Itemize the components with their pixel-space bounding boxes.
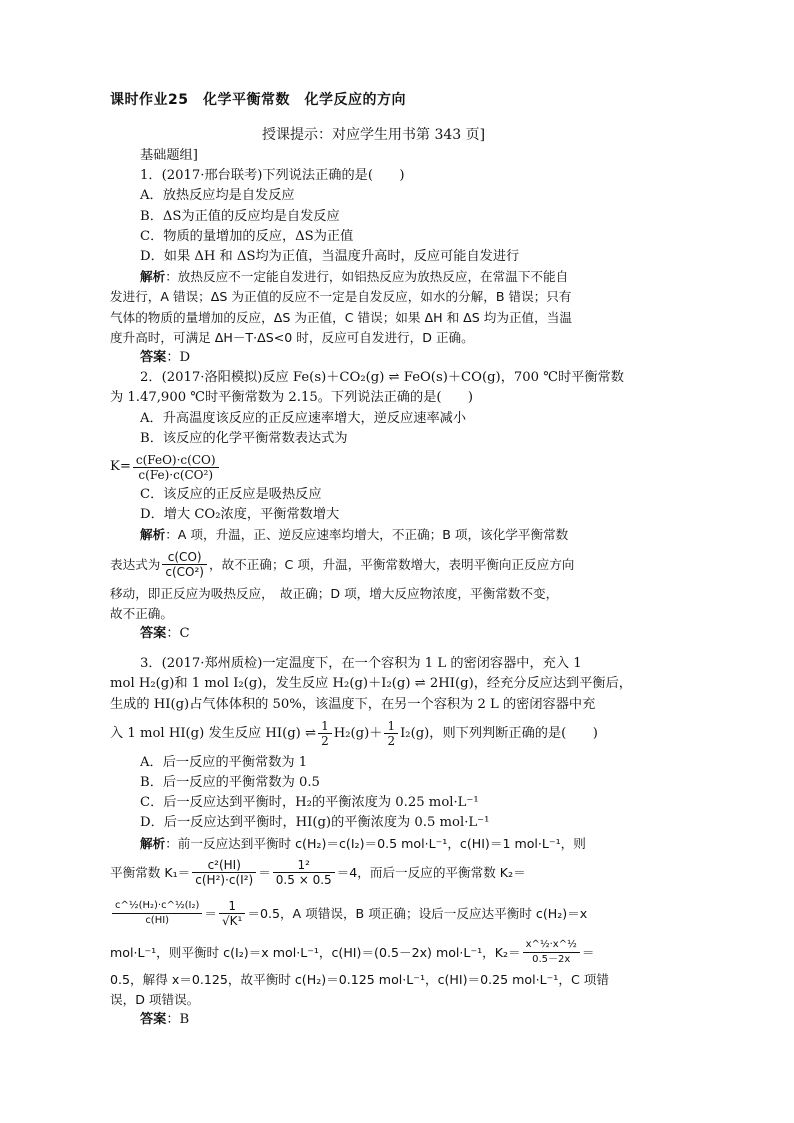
equilibrium-constant-expression [110,449,686,485]
question-3-option-c: C．后一反应达到平衡时，H₂的平衡浓度为 0.25 mol·L⁻¹ [140,795,479,811]
fraction-numerator: 1 [318,719,332,734]
fraction-denominator: 0.5－2x [532,954,571,966]
solution-fraction [162,550,207,579]
fraction-denominator: 2 [387,734,396,749]
answer-value: ：D [166,350,191,366]
question-1 [110,166,686,368]
solution-text: mol·L⁻¹，则平衡时 c(I₂)＝x mol·L⁻¹，c(HI)＝(0.5－2x) mol·L⁻¹，K₂＝ [110,944,521,960]
half-fraction [384,719,398,748]
page-title: 课时作业25 化学平衡常数 化学反应的方向 [110,92,406,108]
fraction-denominator: c(HI) [145,915,170,927]
equals-sign: ＝ [204,905,218,921]
solution-text: ，故不正确；C 项，升温，平衡常数增大，表明平衡向正反应方向 [208,556,575,572]
solution-text: ：放热反应不一定能自发进行，如铝热反应为放热反应，在常温下不能自 [165,269,569,285]
question-3-answer [110,1010,686,1030]
k1-value-fraction [273,858,335,887]
k-symbol: K= [110,458,131,474]
question-3-solution-line [110,834,686,854]
fraction-numerator: 1² [273,858,335,873]
fraction-numerator: 1 [219,899,245,914]
solution-label: 解析 [140,527,166,543]
answer-value: ：B [166,1012,190,1028]
question-2-option-d: D．增大 CO₂浓度，平衡常数增大 [140,507,340,523]
document-body [110,146,686,1031]
question-2-solution-line [110,546,686,584]
question-1-option-d: D．如果 ΔH 和 ΔS均为正值，当温度升高时，反应可能自发进行 [140,249,520,265]
textbook-hint: 授课提示：对应学生用书第 343 页] [262,127,486,143]
solution-text: ＝0.5，A 项错误，B 项正确；设后一反应达平衡时 c(H₂)＝x [247,905,588,921]
fraction-numerator: c(CO) [162,550,207,565]
solution-text: 表达式为 [110,556,161,572]
solution-text: ＝4，而后一反应的平衡常数 K₂＝ [336,864,526,880]
question-3-solution-line: 0.5，解得 x＝0.125，故平衡时 c(H₂)＝0.125 mol·L⁻¹，c(HI)＝0.25 mol·L⁻¹，C 项错 [110,971,609,987]
answer-label: 答案 [140,350,167,366]
question-2-option-c: C．该反应的正反应是吸热反应 [140,487,322,503]
question-3-stem: mol H₂(g)和 1 mol I₂(g)，发生反应 H₂(g)＋I₂(g) ⇌ 2HI(g)，经充分反应达到平衡后， [110,676,632,692]
question-1-option-b: B．ΔS为正值的反应均是自发反应 [140,208,340,224]
question-1-answer [110,348,686,368]
stem-text: 入 1 mol HI(g) 发生反应 HI(g) ⇌ [110,725,317,741]
question-1-stem: 1．(2017·邢台联考)下列说法正确的是( ) [140,168,405,184]
k-denominator: c(Fe)·c(CO²) [138,467,214,482]
question-3-option-b: B．后一反应的平衡常数为 0.5 [140,775,320,791]
k2-fraction [112,899,202,928]
solution-text: ＝ [581,944,595,960]
spacer [110,644,686,654]
question-3-stem: 3．(2017·郑州质检)一定温度下，在一个容积为 1 L 的密闭容器中，充入 1 [140,656,582,672]
k-numerator: c(FeO)·c(CO) [133,453,219,468]
k2-value-fraction [219,899,245,928]
question-2-option-a: A．升高温度该反应的正反应速率增大，逆反应速率减小 [140,410,467,426]
question-1-option-a: A．放热反应均是自发反应 [140,188,295,204]
fraction-denominator: √K¹ [222,914,243,929]
fraction-numerator: x^½·x^½ [523,938,580,953]
question-2-solution-line: 故不正确。 [110,605,173,621]
solution-text: 平衡常数 K₁＝ [110,864,191,880]
fraction-denominator: 2 [321,734,329,749]
question-2-option-b: B．该反应的化学平衡常数表达式为 [140,430,348,446]
k1-fraction [192,858,256,887]
fraction-numerator: c²(HI) [192,858,256,873]
question-1-solution-line [110,267,686,287]
question-2-stem: 为 1.47,900 ℃时平衡常数为 2.15。下列说法正确的是( ) [110,390,474,406]
question-2-answer [110,624,686,644]
section-heading: 基础题组] [140,148,198,163]
equals-sign: ＝ [258,864,271,880]
fraction-denominator: 0.5 × 0.5 [275,873,332,888]
answer-label: 答案 [140,1012,167,1028]
solution-label: 解析 [140,269,166,285]
stem-text: H₂(g)＋ [333,725,383,741]
answer-label: 答案 [140,626,167,642]
question-3-solution-line [110,936,686,970]
question-1-option-c: C．物质的量增加的反应，ΔS为正值 [140,228,354,244]
solution-text: ：A 项，升温，正、逆反应速率均增大，不正确；B 项，该化学平衡常数 [165,527,569,543]
question-2-solution-line [110,525,686,545]
question-1-solution-line: 发进行，A 错误；ΔS 为正值的反应不一定是自发反应，如水的分解，B 错误；只有 [110,289,572,305]
question-3-option-d: D．后一反应达到平衡时，HI(g)的平衡浓度为 0.5 mol·L⁻¹ [140,815,490,831]
fraction-denominator: c(CO²) [165,565,204,580]
fraction-numerator: c^½(H₂)·c^½(I₂) [112,899,202,914]
question-3 [110,654,686,1030]
k2-x-fraction [523,938,580,967]
question-3-solution-line [110,854,686,892]
fraction-denominator: c(H²)·c(I²) [195,873,254,888]
question-3-solution-line [110,892,686,936]
question-1-solution-line: 度升高时，可满足 ΔH－T·ΔS<0 时，反应可自发进行，D 正确。 [110,329,474,345]
question-1-solution-line: 气体的物质的量增加的反应，ΔS 为正值，C 错误；如果 ΔH 和 ΔS 均为正值，当温 [110,309,572,325]
solution-text: ：前一反应达到平衡时 c(H₂)＝c(I₂)＝0.5 mol·L⁻¹，c(HI)＝1 mol·L⁻¹，则 [165,835,586,851]
question-2-stem: 2．(2017·洛阳模拟)反应 Fe(s)＋CO₂(g) ⇌ FeO(s)＋CO(g)，700 ℃时平衡常数 [140,370,624,386]
question-3-stem [110,715,686,753]
question-3-option-a: A．后一反应的平衡常数为 1 [140,754,308,770]
fraction-numerator: 1 [384,719,398,734]
question-3-solution-line: 误，D 项错误。 [110,992,200,1008]
half-fraction [318,719,332,748]
answer-value: ：C [166,626,190,642]
question-3-stem: 生成的 HI(g)占气体体积的 50%，该温度下，在另一个容积为 2 L 的密闭容器中充 [110,696,596,712]
question-2 [110,368,686,644]
k-fraction [133,453,219,482]
solution-label: 解析 [140,835,166,851]
question-2-solution-line: 移动，即正反应为吸热反应， 故正确；D 项，增大反应物浓度，平衡常数不变， [110,585,559,601]
stem-text: I₂(g)，则下列判断正确的是( ) [400,725,598,741]
